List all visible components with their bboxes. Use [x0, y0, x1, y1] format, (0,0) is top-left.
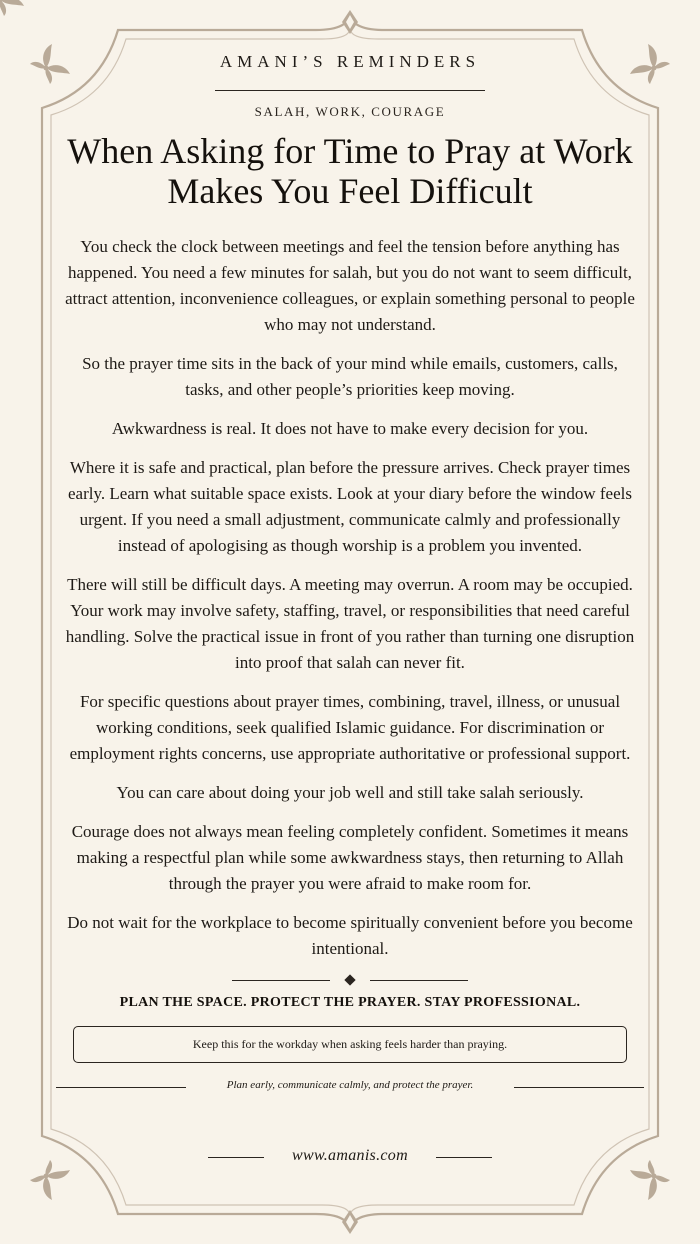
brand-name: AMANI’S REMINDERS — [219, 52, 481, 71]
body-text — [62, 234, 638, 975]
paragraph: Do not wait for the workplace to become spiritually convenient before you become intentional. — [67, 913, 633, 958]
paragraph: You can care about doing your job well and still take salah seriously. — [116, 783, 584, 802]
divider-line-right — [370, 980, 468, 981]
paragraph: Where it is safe and practical, plan before the pressure arrives. Check prayer times early. Learn what suitable space exists. Look at your diary before the window feels urgent. If you need a small adjustment, communicate calmly and professionally instead of apologising as though worship is a problem you invented. — [68, 458, 632, 555]
page-title: When Asking for Time to Pray at Work Makes You Feel Difficult — [67, 131, 633, 211]
website-link[interactable]: www.amanis.com — [292, 1147, 408, 1164]
keep-note-box — [73, 1026, 627, 1063]
divider-diamond-icon — [344, 974, 355, 985]
footer-rule-left — [56, 1087, 186, 1088]
url-rule-right — [436, 1157, 492, 1158]
brand-underline — [215, 90, 485, 91]
paragraph: So the prayer time sits in the back of your mind while emails, customers, calls, tasks, and other people’s priorities keep moving. — [82, 354, 618, 399]
section-subtitle: SALAH, WORK, COURAGE — [254, 104, 446, 119]
footer-note: Plan early, communicate calmly, and protect the prayer. — [226, 1079, 474, 1091]
tagline: PLAN THE SPACE. PROTECT THE PRAYER. STAY PROFESSIONAL. — [119, 995, 581, 1010]
divider-line-left — [232, 980, 330, 981]
paragraph: There will still be difficult days. A meeting may overrun. A room may be occupied. Your work may involve safety, staffing, travel, or responsibilities that need careful handling. Solve the practical issue in front of you rather than turning one disruption into proof that salah can never fit. — [65, 575, 635, 672]
paragraph: You check the clock between meetings and feel the tension before anything has happened. You need a few minutes for salah, but you do not want to seem difficult, attract attention, inconvenience colleagues, or explain something personal to people who may not understand. — [65, 237, 635, 334]
keep-note-text: Keep this for the workday when asking feels harder than praying. — [192, 1037, 508, 1051]
paragraph: Courage does not always mean feeling completely confident. Sometimes it means making a respectful plan while some awkwardness stays, then returning to Allah through the prayer you were afraid to make room for. — [71, 822, 629, 893]
footer-rule-right — [514, 1087, 644, 1088]
paragraph: Awkwardness is real. It does not have to make every decision for you. — [111, 419, 589, 438]
paragraph: For specific questions about prayer times, combining, travel, illness, or unusual working conditions, seek qualified Islamic guidance. For discrimination or employment rights concerns, use appropriate authoritative or professional support. — [69, 692, 631, 763]
